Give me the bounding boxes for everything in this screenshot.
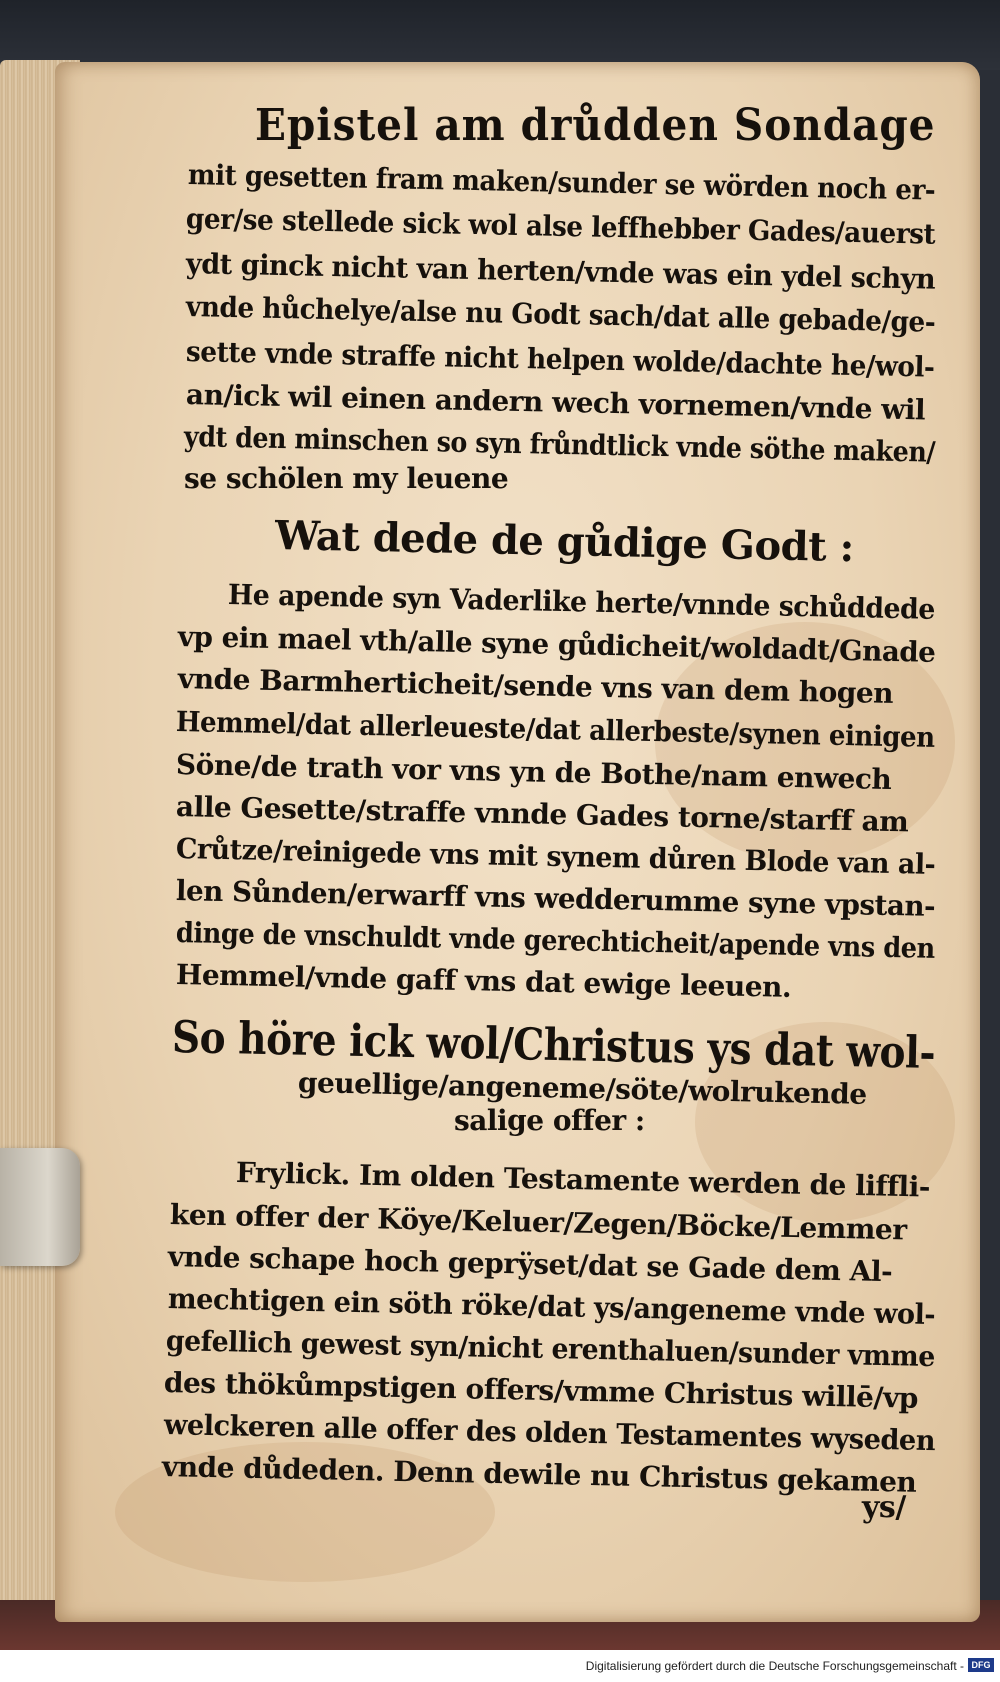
- section-heading-cont: salige offer :: [454, 1104, 645, 1137]
- text-line: welckeren alle offer des olden Testamentes wyseden: [163, 1408, 936, 1458]
- digitization-footer: [0, 1650, 1000, 1682]
- text-line: len Sůnden/erwarff vns wedderumme syne vpstan-: [175, 874, 936, 923]
- text-line: vnde důdeden. Denn dewile nu Christus gekamen: [161, 1450, 917, 1499]
- text-line: des thökůmpstigen offers/vmme Christus willē/vp: [163, 1366, 919, 1415]
- text-line: ken offer der Köye/Keluer/Zegen/Böcke/Lemmer: [169, 1198, 907, 1247]
- section-heading-cont: geuellige/angeneme/söte/wolrukende: [297, 1066, 867, 1111]
- text-line: vp ein mael vth/alle syne gůdicheit/woldadt/Gnade: [177, 620, 936, 669]
- dfg-logo-badge: DFG: [968, 1658, 994, 1672]
- text-line: Hemmel/dat allerleueste/dat allerbeste/synen einigen: [175, 705, 936, 754]
- text-line: an/ick wil einen andern wech vornemen/vnde wil: [185, 378, 926, 427]
- scan-background: [0, 0, 1000, 70]
- text-line: dinge de vnschuldt vnde gerechticheit/apende vns den: [175, 916, 936, 965]
- text-line: mechtigen ein söth röke/dat ys/angeneme vnde wol-: [167, 1282, 936, 1332]
- text-line: Crůtze/reinigede vns mit synem důren Blode van al-: [175, 832, 936, 881]
- section-heading: Wat dede de gůdige Godt :: [274, 512, 855, 572]
- text-line: vnde schape hoch geprÿset/dat se Gade dem Al-: [167, 1240, 893, 1289]
- text-line: ger/se stellede sick wol alse leffhebber Gades/auerst: [185, 202, 936, 251]
- footer-credit: Digitalisierung gefördert durch die Deutsche Forschungsgemeinschaft -: [585, 1659, 964, 1673]
- text-line: vnde hůchelye/alse nu Godt sach/dat alle gebade/ge-: [185, 290, 936, 339]
- catchword: ys/: [862, 1490, 906, 1525]
- page-clip: [0, 1148, 80, 1266]
- text-line: sette vnde straffe nicht helpen wolde/dachte he/wol-: [185, 335, 935, 384]
- text-line: mit gesetten fram maken/sunder se wörden noch er-: [187, 158, 936, 207]
- text-line: He apende syn Vaderlike herte/vnnde schůddede: [227, 578, 936, 626]
- text-line: ydt den minschen so syn frůndtlick vnde söthe maken/: [183, 420, 936, 469]
- text-line: Söne/de trath vor vns yn de Bothe/nam enwech: [175, 748, 892, 796]
- text-line: ydt ginck nicht van herten/vnde was ein ydel schyn: [185, 247, 936, 296]
- text-line: vnde Barmhertichеit/sende vns van dem hogen: [177, 662, 894, 710]
- section-heading: So höre ick wol/Christus ys dat wol-: [171, 1012, 936, 1079]
- text-line: se schölen my leuene: [184, 462, 509, 495]
- text-line: gefellich gewest syn/nicht erenthaluen/sunder vmme: [165, 1324, 936, 1374]
- text-line: alle Gesette/straffe vnnde Gades torne/starff am: [175, 790, 909, 839]
- running-header: Epistel am drůdden Sondage: [255, 100, 936, 151]
- text-line: Hemmel/vnde gaff vns dat ewige leeuen.: [175, 958, 792, 1004]
- text-line: Frylick. Im olden Testamente werden de liffli-: [235, 1156, 931, 1204]
